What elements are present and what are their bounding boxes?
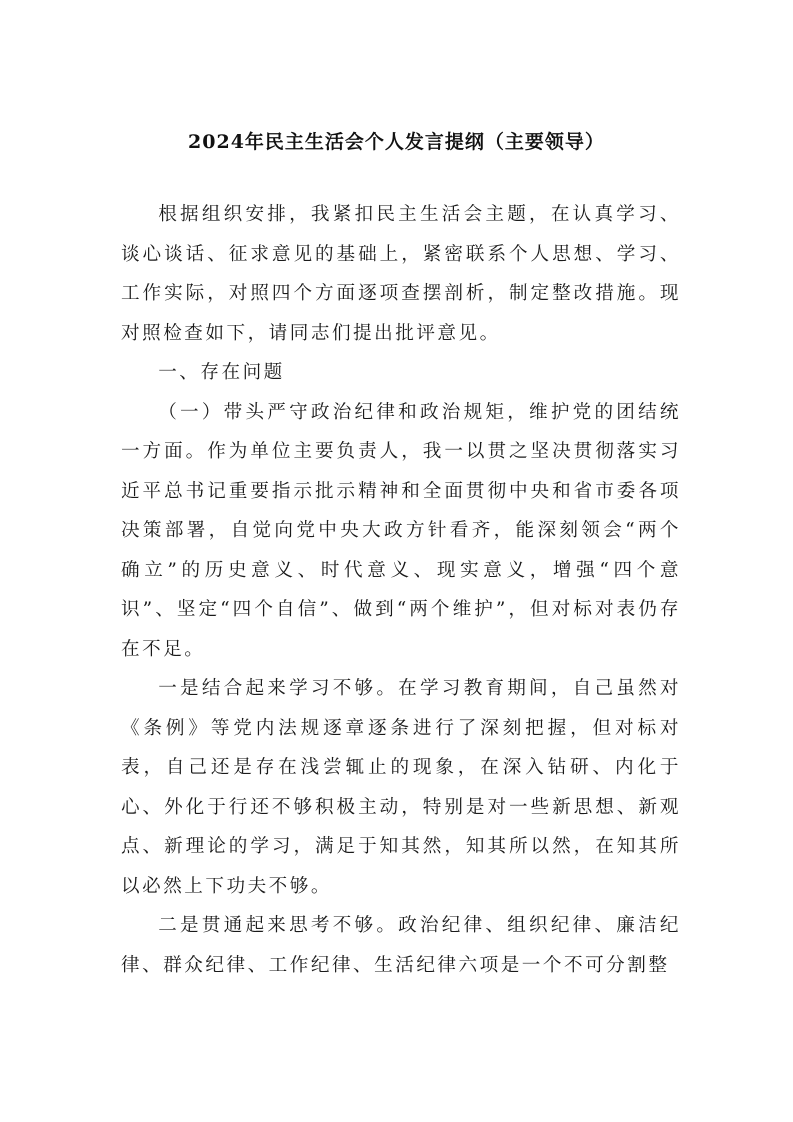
paragraph-intro: 根据组织安排，我紧扣民主生活会主题，在认真学习、谈心谈话、征求意见的基础上，紧密联系个人思想、学习、工作实际，对照四个方面逐项查摆剖析，制定整改措施。现对照检查如下，请同志们提出批评意见。 bbox=[121, 204, 681, 344]
document-title: 2024年民主生活会个人发言提纲（主要领导） bbox=[188, 131, 605, 153]
paragraph-point-two: 二是贯通起来思考不够。政治纪律、组织纪律、廉洁纪律、群众纪律、工作纪律、生活纪律六项是一个不可分割整 bbox=[121, 915, 681, 976]
document-body bbox=[121, 195, 681, 985]
paragraph-section-one: （一）带头严守政治纪律和政治规矩，维护党的团结统一方面。作为单位主要负责人，我一以贯之坚决贯彻落实习近平总书记重要指示批示精神和全面贯彻中央和省市委各项决策部署，自觉向党中央大政方针看齐，能深刻领会“两个确立”的历史意义、时代意义、现实意义，增强“四个意识”、坚定“四个自信”、做到“两个维护”，但对标对表仍存在不足。 bbox=[121, 401, 681, 660]
paragraph-point-one: 一是结合起来学习不够。在学习教育期间，自己虽然对《条例》等党内法规逐章逐条进行了深刻把握，但对标对表，自己还是存在浅尝辄止的现象，在深入钻研、内化于心、外化于行还不够积极主动，特别是对一些新思想、新观点、新理论的学习，满足于知其然，知其所以然，在知其所以必然上下功夫不够。 bbox=[121, 678, 681, 897]
section-heading-problems: 一、存在问题 bbox=[158, 362, 285, 383]
